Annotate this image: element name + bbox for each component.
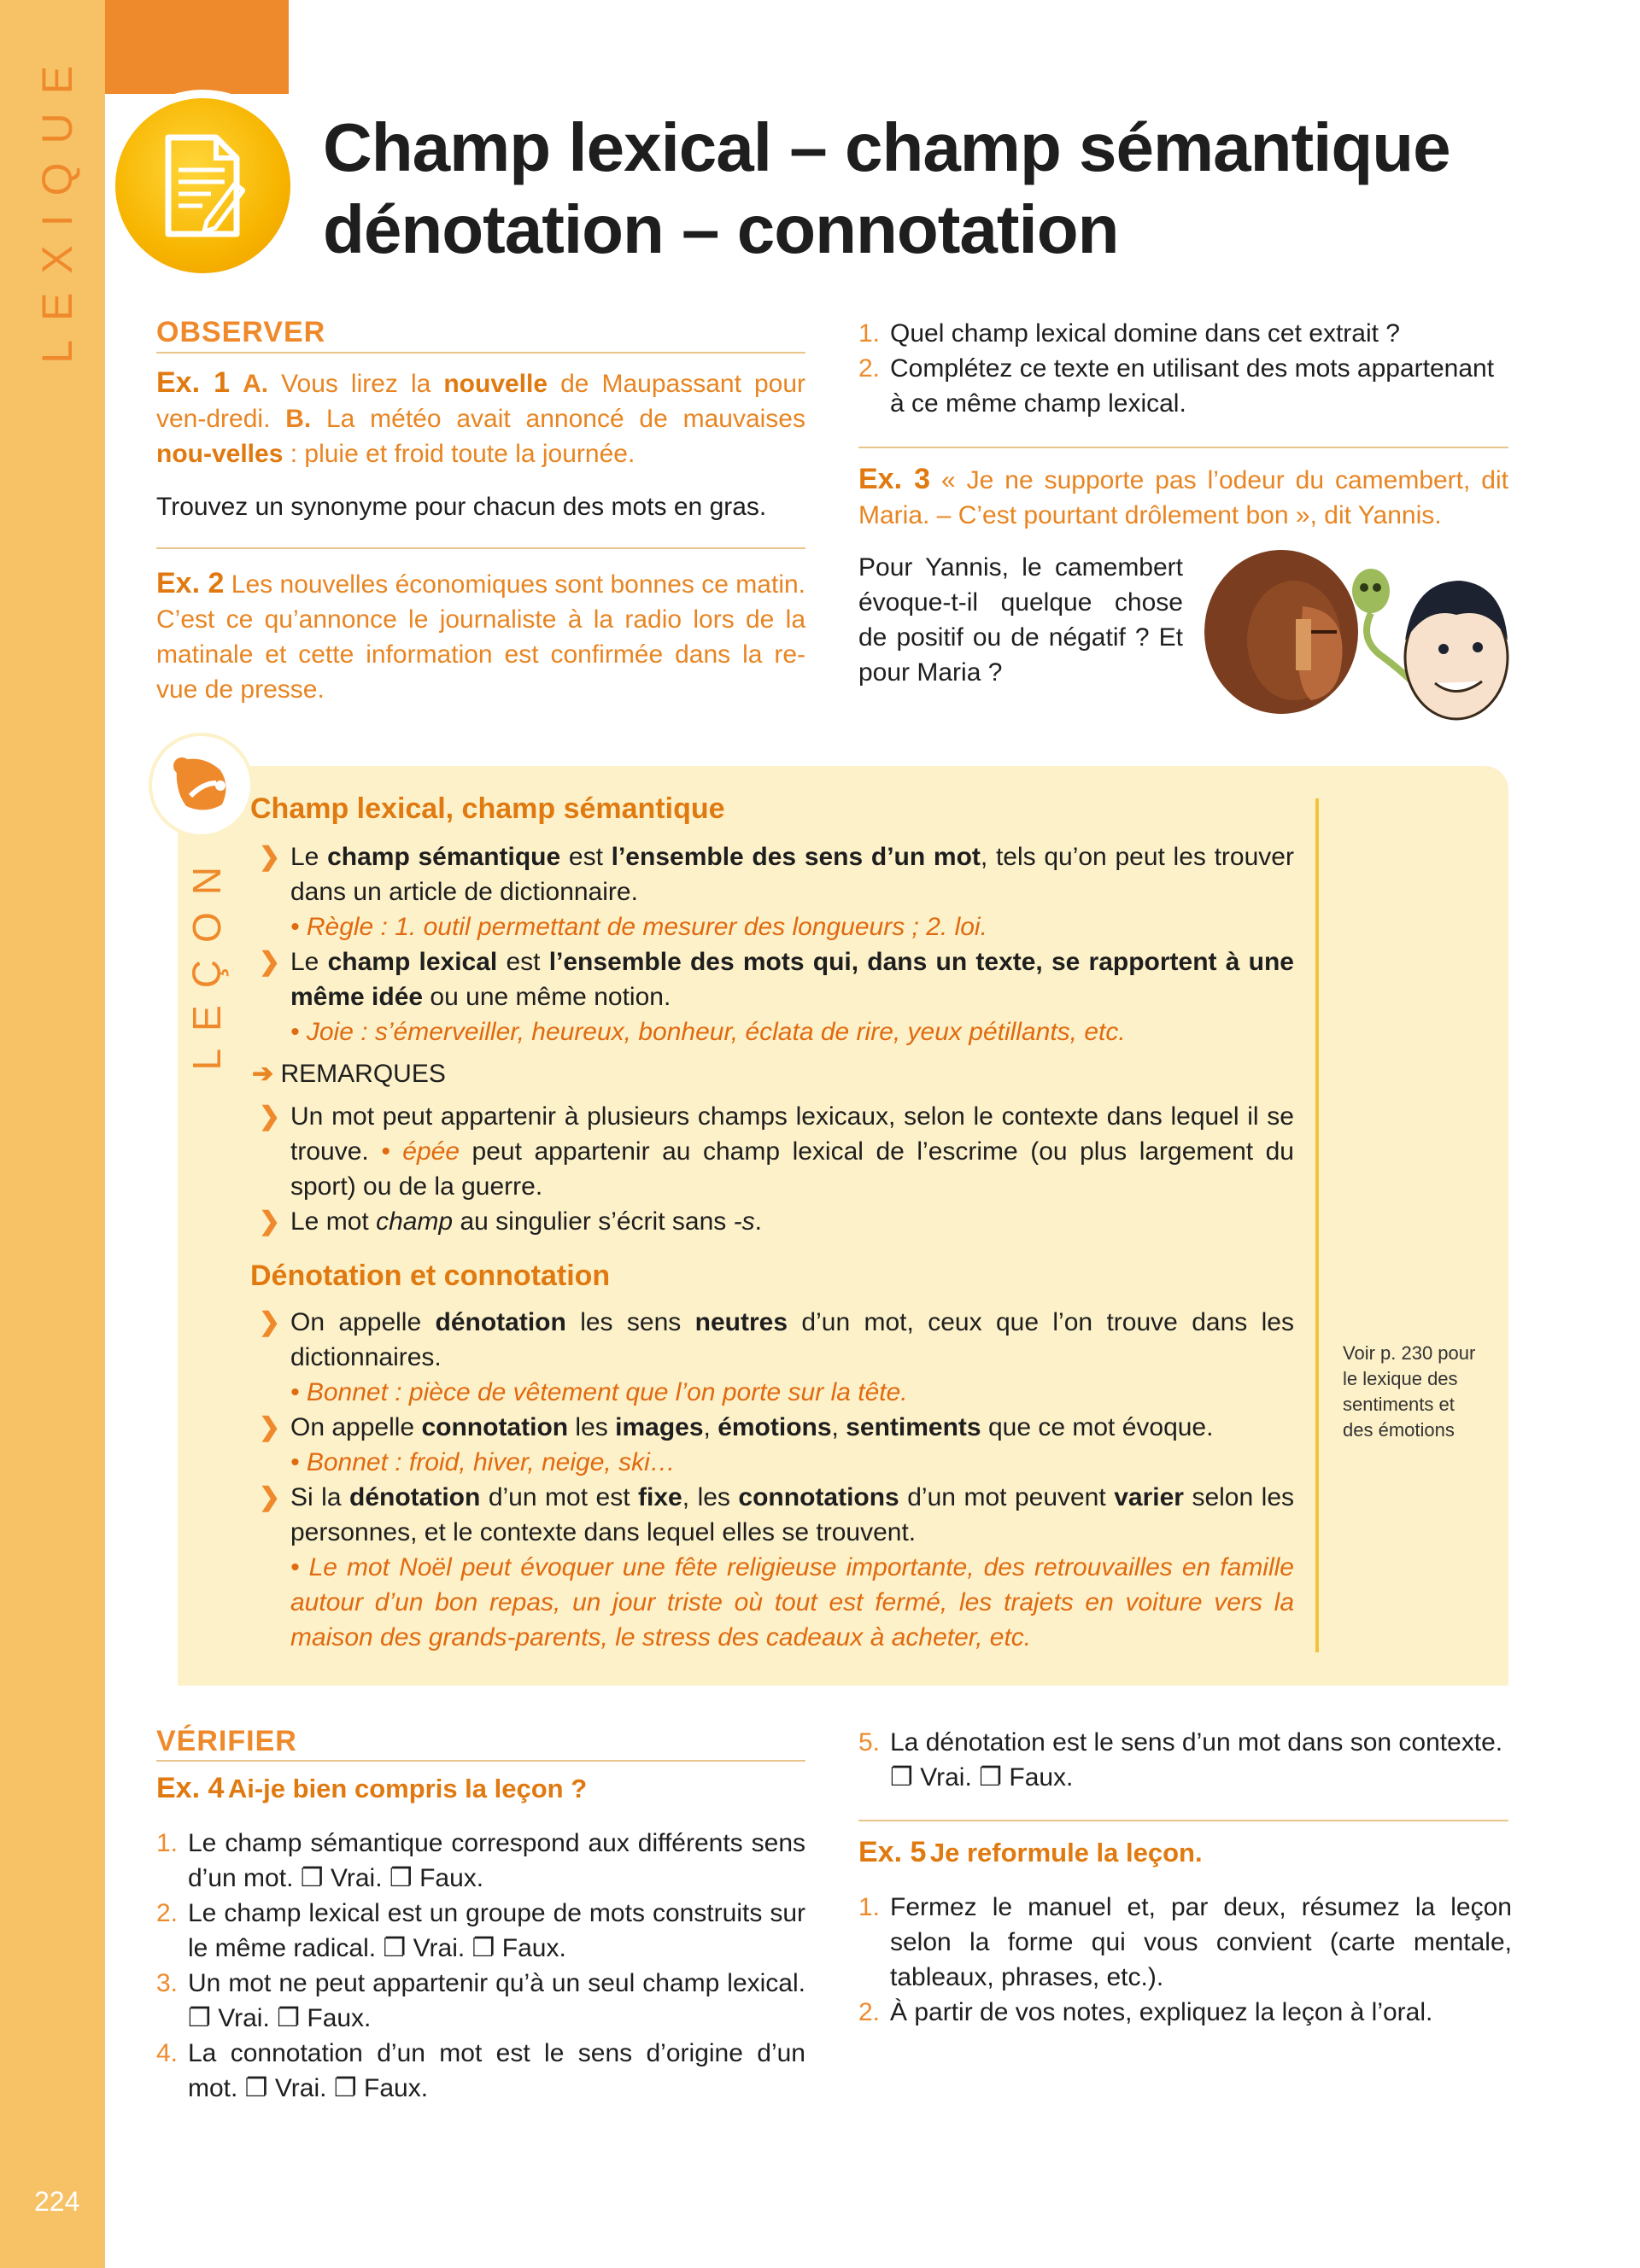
- lesson-content-2: [252, 1305, 1294, 1655]
- ex1-text: Ex. 1 A. Vous lirez la nouvelle de Maupassant pour ven-dredi. B. La météo avait annoncé de mauvaises nou-velles : pluie et froid toute la journée.: [156, 366, 806, 468]
- ex1-rule: [156, 547, 805, 549]
- lesson-remark: ❯ Un mot peut appartenir à plusieurs champs lexicaux, selon le contexte dans lequel il se trouve. • épée peut appartenir au champ lexical de l’escrime (ou plus largement du sport) ou de la guerre.: [252, 1099, 1294, 1204]
- list-item: 2. Complétez ce texte en utilisant des mots appartenant à ce même champ lexical.: [858, 354, 1495, 418]
- lesson-point: ❯ Le champ sémantique est l’ensemble des sens d’un mot, tels qu’on peut les trouver dans un article de dictionnaire. • Règle : 1. outil permettant de mesurer des longueurs ; 2. loi.: [252, 839, 1294, 944]
- ex4-right-rule: [858, 1820, 1508, 1821]
- title-line-1: Champ lexical – champ sémantique: [323, 109, 1450, 185]
- list-item: 4. La connotation d’un mot est le sens d’origine d’un mot. ❐ Vrai. ❐ Faux.: [156, 2039, 805, 2102]
- ex2-tag: Ex. 2: [156, 567, 225, 599]
- header-orange-block: [105, 0, 289, 94]
- lesson-content-1: [252, 839, 1294, 1239]
- observer-heading: OBSERVER: [156, 316, 326, 348]
- remarques-heading: ➔ REMARQUES: [252, 1060, 446, 1088]
- lesson-heading-1: Champ lexical, champ sémantique: [250, 792, 725, 825]
- ex1-tag: Ex. 1: [156, 366, 231, 399]
- lesson-heading-2: Dénotation et connotation: [250, 1260, 611, 1292]
- lesson-point: ❯ On appelle dénotation les sens neutres d’un mot, ceux que l’on trouve dans les dictionnaires. • Bonnet : pièce de vêtement que l’on porte sur la tête.: [252, 1305, 1294, 1410]
- ex5-items: [858, 1890, 1512, 2030]
- list-item: 2. À partir de vos notes, expliquez la leçon à l’oral.: [858, 1998, 1433, 2026]
- title-line-2: dénotation – connotation: [323, 191, 1119, 267]
- list-item: 1. Fermez le manuel et, par deux, résumez la leçon selon la forme qui vous convient (carte mentale, tableaux, phrases, etc.).: [858, 1893, 1512, 1991]
- ex4-items: [156, 1826, 805, 2106]
- list-item: 1. Le champ sémantique correspond aux différents sens d’un mot. ❐ Vrai. ❐ Faux.: [156, 1829, 805, 1892]
- chevron-right-icon: ❯: [259, 1483, 281, 1511]
- lesson-side-divider: [1315, 798, 1319, 1652]
- list-item: 1. Quel champ lexical domine dans cet extrait ?: [858, 319, 1400, 348]
- list-item: 2. Le champ lexical est un groupe de mots construits sur le même radical. ❐ Vrai. ❐ Faux.: [156, 1899, 805, 1962]
- chevron-right-icon: ❯: [259, 843, 281, 871]
- observer-rule: [156, 352, 805, 354]
- characters-illustration: [1200, 547, 1512, 730]
- ex4-title: Ex. 4 Ai-je bien compris la leçon ?: [156, 1772, 588, 1804]
- lesson-point: ❯ On appelle connotation les images, émotions, sentiments que ce mot évoque. • Bonnet : froid, hiver, neige, ski…: [252, 1410, 1294, 1480]
- lesson-leaf-icon: [152, 736, 250, 834]
- list-item: 5. La dénotation est le sens d’un mot dans son contexte. ❐ Vrai. ❐ Faux.: [858, 1728, 1503, 1792]
- lesson-point: ❯ Le champ lexical est l’ensemble des mots qui, dans un texte, se rapportent à une même idée ou une même notion. • Joie : s’émerveiller, heureux, bonheur, éclata de rire, yeux pétillants, etc.: [252, 944, 1294, 1049]
- ex3-quote: Ex. 3 « Je ne supporte pas l’odeur du camembert, dit Maria. – C’est pourtant drôlement bon », dit Yannis.: [858, 463, 1508, 529]
- list-item: 3. Un mot ne peut appartenir qu’à un seul champ lexical. ❐ Vrai. ❐ Faux.: [156, 1969, 805, 2032]
- verifier-heading: VÉRIFIER: [156, 1725, 297, 1757]
- ex3-question: Pour Yannis, le camembert évoque-t-il quelque chose de positif ou de négatif ? Et pour Maria ?: [858, 553, 1183, 687]
- lesson-point: ❯ Si la dénotation d’un mot est fixe, les connotations d’un mot peuvent varier selon les personnes, et le contexte dans lequel elles se trouvent. • Le mot Noël peut évoquer une fête religieuse importante, des retrouvailles en famille autour d’un bon repas, un jour triste où tout est fermé, les trajets en voiture vers la maison des grands-parents, le stress des cadeaux à acheter, etc.: [252, 1480, 1294, 1655]
- chevron-right-icon: ❯: [259, 1308, 281, 1336]
- chevron-right-icon: ❯: [259, 1413, 281, 1441]
- ex2-text: Ex. 2 Les nouvelles économiques sont bonnes ce matin. C’est ce qu’annonce le journaliste à la radio lors de la matinale et cette information est confirmée dans la re-vue de presse.: [156, 567, 806, 704]
- lesson-remark: ❯ Le mot champ au singulier s’écrit sans -s.: [252, 1204, 1294, 1239]
- side-note: Voir p. 230 pour le lexique des sentiments et des émotions: [1343, 1342, 1476, 1441]
- ex4-items-continued: [858, 1725, 1512, 1795]
- ex1-instruction: Trouvez un synonyme pour chacun des mots en gras.: [156, 493, 767, 521]
- chevron-right-icon: ❯: [259, 1207, 281, 1236]
- lesson-vertical-label: LEÇON: [184, 850, 229, 1071]
- arrow-right-icon: ➔: [252, 1060, 274, 1088]
- page-number: 224: [34, 2186, 80, 2217]
- page-title: [323, 107, 1519, 271]
- verifier-rule: [156, 1760, 805, 1762]
- document-pencil-icon: [115, 98, 290, 273]
- section-label: LEXIQUE: [33, 47, 81, 364]
- ex2-questions: [858, 316, 1512, 421]
- chevron-right-icon: ❯: [259, 1102, 281, 1131]
- chevron-right-icon: ❯: [259, 948, 281, 976]
- ex5-title: Ex. 5 Je reformule la leçon.: [858, 1836, 1203, 1868]
- ex3-tag: Ex. 3: [858, 463, 931, 495]
- ex2-right-rule: [858, 447, 1508, 448]
